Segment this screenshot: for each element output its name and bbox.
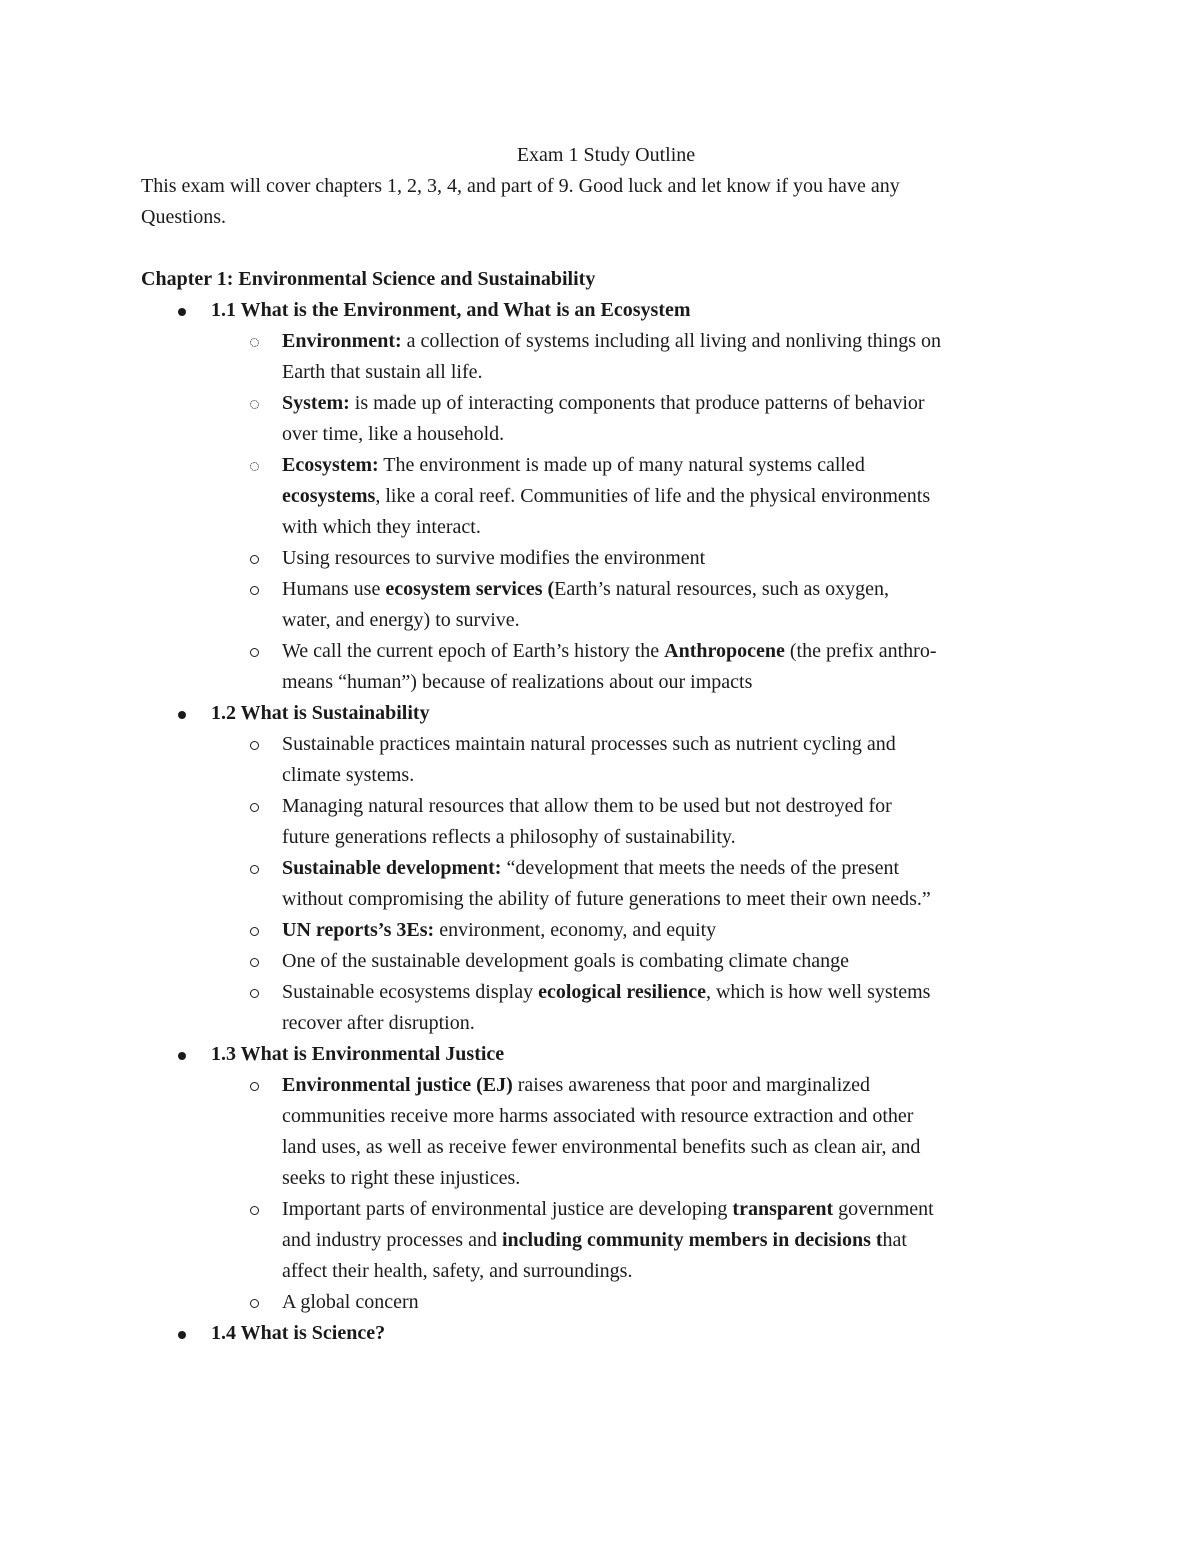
hollow-bullet-icon xyxy=(250,989,259,998)
item-text: Humans use xyxy=(282,578,386,600)
hollow-bullet-icon xyxy=(250,1299,259,1308)
item-text: government xyxy=(833,1198,934,1220)
item-text: One of the sustainable development goals is combating climate change xyxy=(282,950,850,972)
term: Environment: xyxy=(282,330,402,352)
list-item xyxy=(141,946,1071,977)
list-item xyxy=(141,915,1071,946)
definition: environment, economy, and equity xyxy=(434,919,717,941)
item-text: We call the current epoch of Earth’s history the xyxy=(282,640,665,662)
document-body xyxy=(141,140,1071,1349)
item-text: , which is how well systems xyxy=(705,981,931,1003)
definition: raises awareness that poor and marginalized xyxy=(512,1074,871,1096)
continuation: , like a coral reef. Communities of life and the physical environments xyxy=(375,485,931,507)
continuation: Earth that sustain all life. xyxy=(282,361,483,383)
section-heading xyxy=(141,1318,1071,1349)
term: System: xyxy=(282,392,350,414)
term: Anthropocene xyxy=(664,640,785,662)
item-text: Sustainable ecosystems display xyxy=(282,981,539,1003)
intro-line-1: This exam will cover chapters 1, 2, 3, 4, and part of 9. Good luck and let know if you have any xyxy=(141,175,900,197)
filled-bullet-icon xyxy=(178,308,186,316)
section-heading xyxy=(141,698,1071,729)
filled-bullet-icon xyxy=(178,711,186,719)
section-title: 1.3 What is Environmental Justice xyxy=(211,1043,505,1065)
term: Sustainable development: xyxy=(282,857,502,879)
intro-line-2: Questions. xyxy=(141,206,226,228)
list-item xyxy=(141,1194,1071,1287)
continuation: hat xyxy=(882,1229,907,1251)
continuation: seeks to right these injustices. xyxy=(282,1167,521,1189)
hollow-bullet-icon xyxy=(250,338,259,347)
continuation: recover after disruption. xyxy=(282,1012,475,1034)
hollow-bullet-icon xyxy=(250,648,259,657)
hollow-bullet-icon xyxy=(250,803,259,812)
term: including community members in decisions t xyxy=(501,1229,883,1251)
list-item xyxy=(141,729,1071,791)
continuation: affect their health, safety, and surroundings. xyxy=(282,1260,633,1282)
item-text: Using resources to survive modifies the environment xyxy=(282,547,706,569)
term: transparent xyxy=(732,1198,834,1220)
hollow-bullet-icon xyxy=(250,586,259,595)
section-title: 1.1 What is the Environment, and What is an Ecosystem xyxy=(211,299,691,321)
hollow-bullet-icon xyxy=(250,1206,259,1215)
hollow-bullet-icon xyxy=(250,400,259,409)
list-item xyxy=(141,1070,1071,1194)
continuation: means “human”) because of realizations about our impacts xyxy=(282,671,753,693)
continuation: future generations reflects a philosophy of sustainability. xyxy=(282,826,736,848)
item-text: Important parts of environmental justice are developing xyxy=(282,1198,733,1220)
term: Ecosystem: xyxy=(282,454,379,476)
list-item xyxy=(141,388,1071,450)
list-item xyxy=(141,450,1071,543)
list-item xyxy=(141,977,1071,1039)
definition: a collection of systems including all living and nonliving things on xyxy=(401,330,942,352)
continuation: and industry processes and xyxy=(282,1229,502,1251)
list-item xyxy=(141,543,1071,574)
hollow-bullet-icon xyxy=(250,958,259,967)
hollow-bullet-icon xyxy=(250,1082,259,1091)
term: ecosystem services ( xyxy=(385,578,555,600)
continuation: without compromising the ability of future generations to meet their own needs.” xyxy=(282,888,931,910)
continuation: land uses, as well as receive fewer environmental benefits such as clean air, and xyxy=(282,1136,921,1158)
list-item xyxy=(141,1287,1071,1318)
list-item xyxy=(141,326,1071,388)
hollow-bullet-icon xyxy=(250,741,259,750)
hollow-bullet-icon xyxy=(250,555,259,564)
hollow-bullet-icon xyxy=(250,865,259,874)
term: Environmental justice (EJ) xyxy=(282,1074,513,1096)
list-item xyxy=(141,574,1071,636)
item-text: A global concern xyxy=(282,1291,419,1313)
continuation: with which they interact. xyxy=(282,516,481,538)
continuation: water, and energy) to survive. xyxy=(282,609,520,631)
definition: “development that meets the needs of the present xyxy=(501,857,900,879)
definition: The environment is made up of many natural systems called xyxy=(378,454,865,476)
section-title: 1.4 What is Science? xyxy=(211,1322,386,1344)
section-title: 1.2 What is Sustainability xyxy=(211,702,430,724)
hollow-bullet-icon xyxy=(250,927,259,936)
item-text: Managing natural resources that allow them to be used but not destroyed for xyxy=(282,795,892,817)
blank-line xyxy=(141,233,1071,264)
item-text: (the prefix anthro- xyxy=(784,640,937,662)
filled-bullet-icon xyxy=(178,1052,186,1060)
hollow-bullet-icon xyxy=(250,462,259,471)
list-item xyxy=(141,636,1071,698)
list-item xyxy=(141,853,1071,915)
list-item xyxy=(141,791,1071,853)
document-title: Exam 1 Study Outline xyxy=(516,144,696,166)
section-heading xyxy=(141,1039,1071,1070)
item-text: Earth’s natural resources, such as oxygen, xyxy=(554,578,890,600)
item-text: Sustainable practices maintain natural processes such as nutrient cycling and xyxy=(282,733,896,755)
continuation: over time, like a household. xyxy=(282,423,505,445)
definition: is made up of interacting components that produce patterns of behavior xyxy=(349,392,925,414)
filled-bullet-icon xyxy=(178,1331,186,1339)
continuation: communities receive more harms associated with resource extraction and other xyxy=(282,1105,914,1127)
term: ecological resilience xyxy=(538,981,706,1003)
continuation: climate systems. xyxy=(282,764,415,786)
term: UN reports’s 3Es: xyxy=(282,919,435,941)
term: ecosystems xyxy=(282,485,376,507)
section-heading xyxy=(141,295,1071,326)
chapter-heading: Chapter 1: Environmental Science and Sustainability xyxy=(141,268,596,290)
